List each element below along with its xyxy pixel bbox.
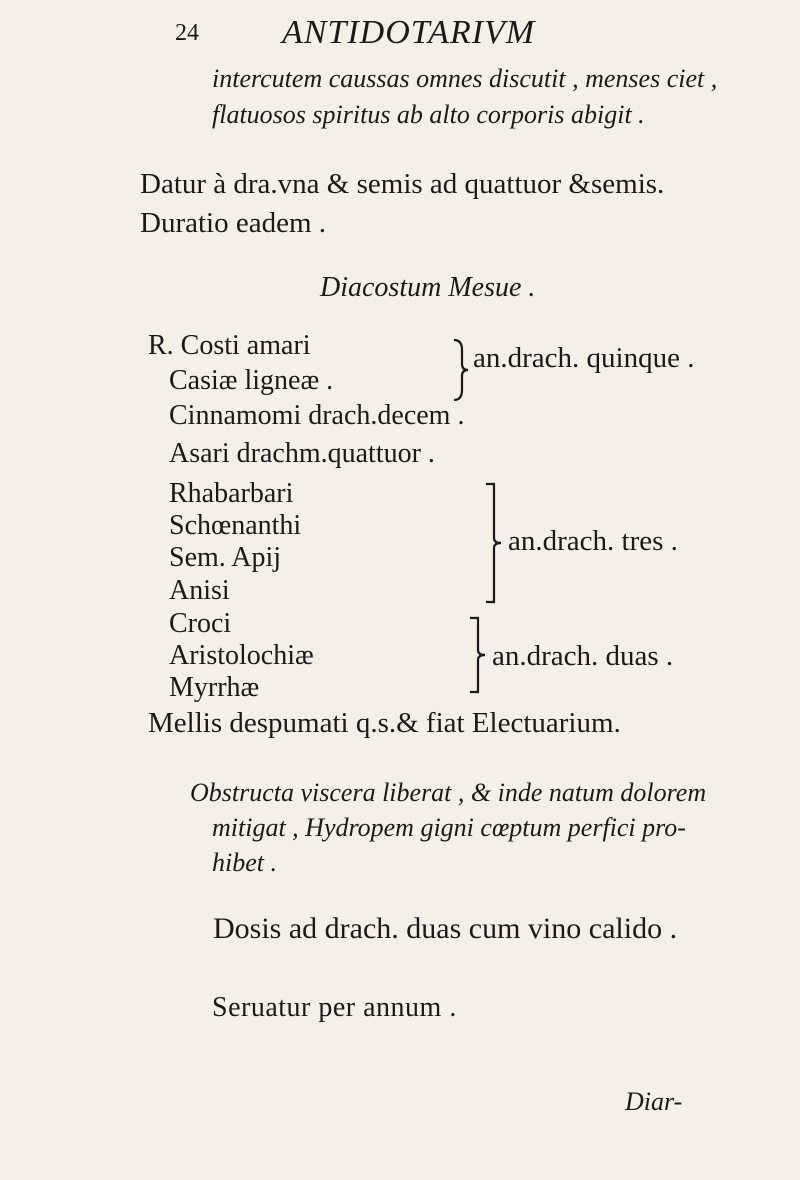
intro-line: flatuosos spiritus ab alto corporis abigit . <box>212 100 645 129</box>
duration-line: Duratio eadem . <box>140 207 327 239</box>
ingredient-line: Asari drachm.quattuor . <box>169 438 435 469</box>
ingredient-line: Schœnanthi <box>169 510 302 541</box>
ingredient-line: Rhabarbari <box>169 478 294 509</box>
dose-line: Datur à dra.vna & semis ad quattuor &semis. <box>140 168 665 200</box>
storage-line: Seruatur per annum . <box>212 992 457 1023</box>
ingredient-line: Myrrhæ <box>169 672 260 703</box>
ingredient-line: Croci <box>169 608 232 639</box>
intro-line: intercutem caussas omnes discutit , menses ciet , <box>212 64 718 93</box>
brace-icon <box>452 338 470 402</box>
effects-line: hibet . <box>212 848 277 877</box>
recipe-closing: Mellis despumati q.s.& fiat Electuarium. <box>148 707 621 739</box>
ingredient-line: Anisi <box>169 575 230 606</box>
recipe-title: Diacostum Mesue . <box>320 272 536 303</box>
ingredient-line: Cinnamomi drach.decem . <box>169 400 465 431</box>
ingredient-line: Aristolochiæ <box>169 640 314 671</box>
ingredient-line: R. Costi amari <box>148 330 311 361</box>
effects-line: mitigat , Hydropem gigni cœptum perfici pro- <box>212 813 686 842</box>
catchword: Diar- <box>625 1087 683 1116</box>
brace-icon <box>484 482 504 604</box>
ingredient-quantity: an.drach. duas . <box>492 640 674 672</box>
ingredient-line: Sem. Apij <box>169 542 282 573</box>
brace-icon <box>468 616 488 694</box>
ingredient-quantity: an.drach. tres . <box>508 525 678 557</box>
running-title: ANTIDOTARIVM <box>282 14 536 51</box>
effects-line: Obstructa viscera liberat , & inde natum dolorem <box>190 778 707 807</box>
ingredient-line: Casiæ ligneæ . <box>169 365 334 396</box>
ingredient-quantity: an.drach. quinque . <box>473 342 695 374</box>
page-number: 24 <box>175 20 199 46</box>
dosage-line: Dosis ad drach. duas cum vino calido . <box>213 912 678 945</box>
